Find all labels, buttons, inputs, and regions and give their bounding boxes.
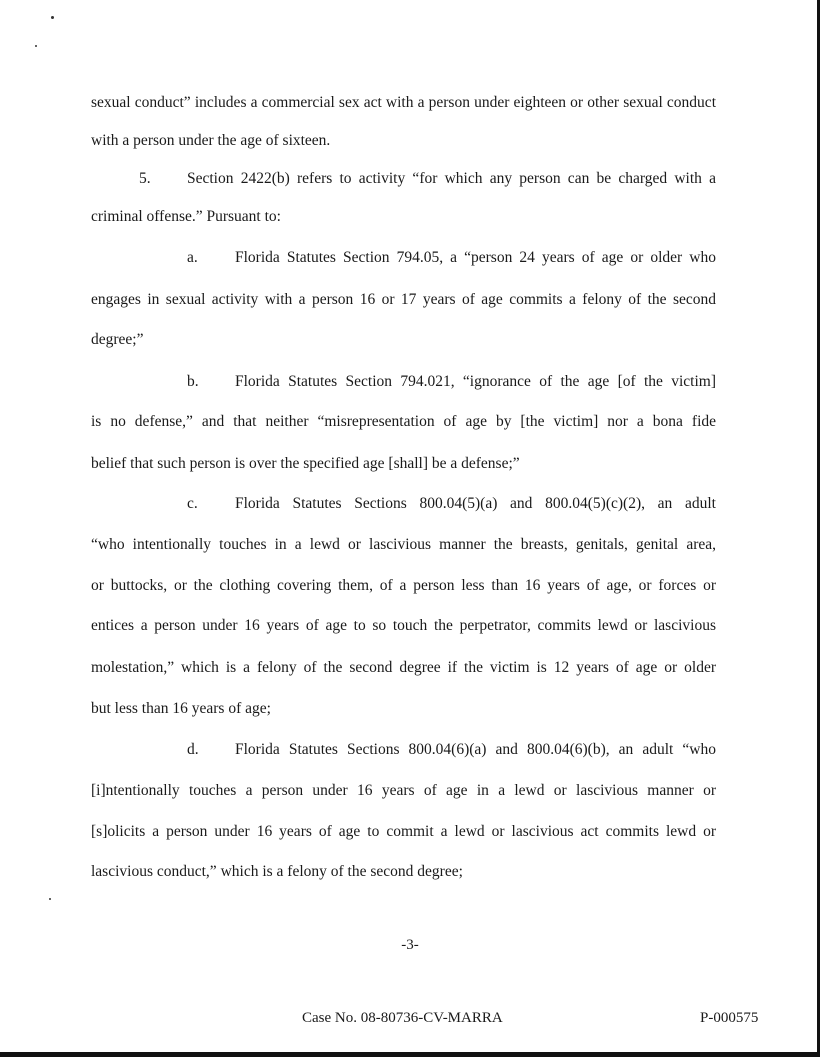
item-label-d: d. [187,741,199,758]
text-line: or buttocks, or the clothing covering them, of a person less than 16 years of age, or forces or [91,577,716,594]
item-label-c: c. [187,495,198,512]
text-line: criminal offense.” Pursuant to: [91,208,281,225]
text-line: lascivious conduct,” which is a felony of the second degree; [91,863,463,880]
scan-border-bottom [0,1052,820,1057]
page-number: -3- [401,937,419,953]
text-line: molestation,” which is a felony of the second degree if the victim is 12 years of age or older [91,659,716,676]
text-line: entices a person under 16 years of age to so touch the perpetrator, commits lewd or lascivious [91,617,716,634]
text-line: [i]ntentionally touches a person under 16 years of age in a lewd or lascivious manner or [91,782,716,799]
text-line: degree;” [91,331,144,348]
text-line: engages in sexual activity with a person 16 or 17 years of age commits a felony of the second [91,291,716,308]
text-line: Florida Statutes Section 794.05, a “person 24 years of age or older who [235,249,716,266]
text-line: is no defense,” and that neither “misrepresentation of age by [the victim] nor a bona fide [91,413,716,430]
scan-speck [49,898,51,900]
text-line: “who intentionally touches in a lewd or lascivious manner the breasts, genitals, genital area, [91,536,716,553]
text-line: Florida Statutes Sections 800.04(5)(a) and 800.04(5)(c)(2), an adult [235,495,716,512]
item-label-a: a. [187,249,198,266]
scan-speck [51,16,54,19]
scan-speck [35,45,37,47]
text-line: Section 2422(b) refers to activity “for which any person can be charged with a [187,170,716,187]
text-line: sexual conduct” includes a commercial sex act with a person under eighteen or other sexual conduct [91,94,716,111]
text-line: with a person under the age of sixteen. [91,132,331,149]
footer-bates-number: P-000575 [700,1010,759,1026]
item-label-b: b. [187,373,199,390]
text-line: Florida Statutes Section 794.021, “ignorance of the age [of the victim] [235,373,716,390]
text-line: belief that such person is over the specified age [shall] be a defense;” [91,455,520,472]
text-line: but less than 16 years of age; [91,700,271,717]
text-line: [s]olicits a person under 16 years of age to commit a lewd or lascivious act commits lewd or [91,823,716,840]
text-line: Florida Statutes Sections 800.04(6)(a) and 800.04(6)(b), an adult “who [235,741,716,758]
paragraph-number: 5. [139,170,151,187]
footer-case-number: Case No. 08-80736-CV-MARRA [302,1010,503,1026]
